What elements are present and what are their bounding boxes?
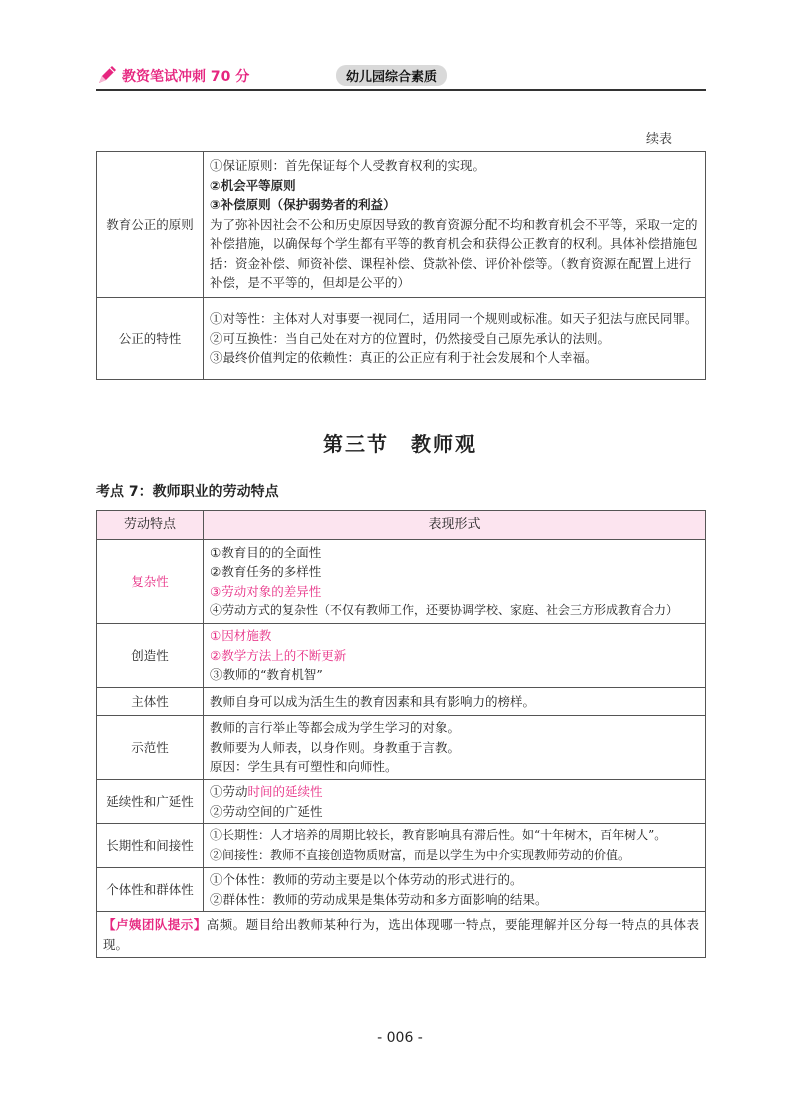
- content-line: ②劳动空间的广延性: [210, 803, 323, 819]
- table-row: [97, 540, 706, 624]
- page-header: [96, 62, 706, 90]
- content-line: ③劳动对象的差异性: [210, 583, 322, 599]
- page-number: - 006 -: [377, 1030, 423, 1046]
- content-line: 教师要为人师表，以身作则。身教重于言教。: [210, 739, 461, 755]
- table-row: [97, 688, 706, 716]
- continued-label: 续表: [646, 132, 673, 147]
- content-text: ①劳动: [210, 784, 248, 799]
- row-label: 延续性和广延性: [97, 780, 204, 824]
- table-row: [97, 824, 706, 868]
- content-line: 教师的言行举止等都会成为学生学习的对象。: [210, 720, 461, 736]
- header-rule: [96, 89, 706, 91]
- justice-table: [96, 151, 706, 380]
- row-content: [204, 298, 706, 380]
- content-line: ④劳动方式的复杂性（不仅有教师工作，还要协调学校、家庭、社会三方形成教育合力）: [210, 603, 679, 617]
- content-line: ③最终价值判定的依赖性：真正的公正应有利于社会发展和个人幸福。: [210, 350, 598, 366]
- table-row: [97, 780, 706, 824]
- tip-label: 【卢姨团队提示】: [103, 917, 207, 932]
- teacher-labor-table: [96, 510, 706, 958]
- content-line: ①教育目的的全面性: [210, 544, 322, 560]
- row-label: 公正的特性: [97, 298, 204, 380]
- content-line: [210, 782, 699, 802]
- content-line: ②间接性：教师不直接创造物质财富，而是以学生为中介实现教师劳动的价值。: [210, 847, 631, 862]
- content-line: 为了弥补因社会不公和历史原因导致的教育资源分配不均和教育机会不平等，采取一定的补偿措施，以确保每个学生都有平等的教育机会和获得公正教育的权利。具体补偿措施包括：资金补偿、师资补偿、课程补偿、贷款补偿、评价补偿等。（教育资源在配置上进行补偿，是不平等的，但却是公平的）: [210, 216, 698, 291]
- content-line: ②可互换性：当自己处在对方的位置时，仍然接受自己原先承认的法则。: [210, 330, 611, 346]
- highlight-text: 时间的延续性: [247, 784, 323, 799]
- kaodian-title: 考点 7：教师职业的劳动特点: [96, 484, 279, 500]
- table-row: [97, 624, 706, 688]
- table-row: [97, 716, 706, 780]
- content-line: 教师自身可以成为活生生的教育因素和具有影响力的榜样。: [210, 693, 536, 709]
- column-header: 劳动特点: [97, 511, 204, 540]
- content-line: ①因材施教: [210, 628, 272, 644]
- table-row: [97, 868, 706, 912]
- row-label: 个体性和群体性: [97, 868, 204, 912]
- row-content: [204, 152, 706, 298]
- content-line: ①长期性：人才培养的周期比较长，教育影响具有滞后性。如“十年树木，百年树人”。: [210, 828, 667, 842]
- row-label: 主体性: [97, 688, 204, 716]
- subject-badge: 幼儿园综合素质: [336, 65, 447, 86]
- row-label: 示范性: [97, 716, 204, 780]
- content-line: 原因：学生具有可塑性和向师性。: [210, 759, 398, 775]
- tip-content: [97, 912, 706, 958]
- row-label: 创造性: [97, 624, 204, 688]
- content-line: ②教育任务的多样性: [210, 564, 322, 579]
- row-content: [204, 688, 706, 716]
- content-line: ①个体性：教师的劳动主要是以个体劳动的形式进行的。: [210, 872, 523, 887]
- row-content: [204, 824, 706, 868]
- table-row: [97, 152, 706, 298]
- tip-text: 高频。题目给出教师某种行为，选出体现哪一特点，要能理解并区分每一特点的具体表现。: [103, 917, 699, 952]
- book-brand: 教资笔试冲刺 70 分: [122, 69, 250, 85]
- content-line: ②教学方法上的不断更新: [210, 647, 347, 663]
- row-content: [204, 868, 706, 912]
- content-line: ①保证原则：首先保证每个人受教育权利的实现。: [210, 158, 486, 174]
- row-content: [204, 716, 706, 780]
- table-header-row: [97, 511, 706, 540]
- table-row: [97, 298, 706, 380]
- row-label: 教育公正的原则: [97, 152, 204, 298]
- row-label: 复杂性: [97, 540, 204, 624]
- pencil-icon: [96, 64, 118, 86]
- section-title: 第三节 教师观: [323, 432, 477, 456]
- row-content: [204, 624, 706, 688]
- content-line: ②群体性：教师的劳动成果是集体劳动和多方面影响的结果。: [210, 891, 548, 907]
- content-line: ①对等性：主体对人对事要一视同仁，适用同一个规则或标准。如天子犯法与庶民同罪。: [210, 311, 698, 327]
- content-line: ③补偿原则（保护弱势者的利益）: [210, 197, 396, 213]
- row-content: [204, 540, 706, 624]
- content-line: ②机会平等原则: [210, 177, 296, 193]
- row-content: [204, 780, 706, 824]
- content-line: ③教师的“教育机智”: [210, 667, 323, 683]
- column-header: 表现形式: [204, 511, 706, 540]
- tip-row: [97, 912, 706, 958]
- row-label: 长期性和间接性: [97, 824, 204, 868]
